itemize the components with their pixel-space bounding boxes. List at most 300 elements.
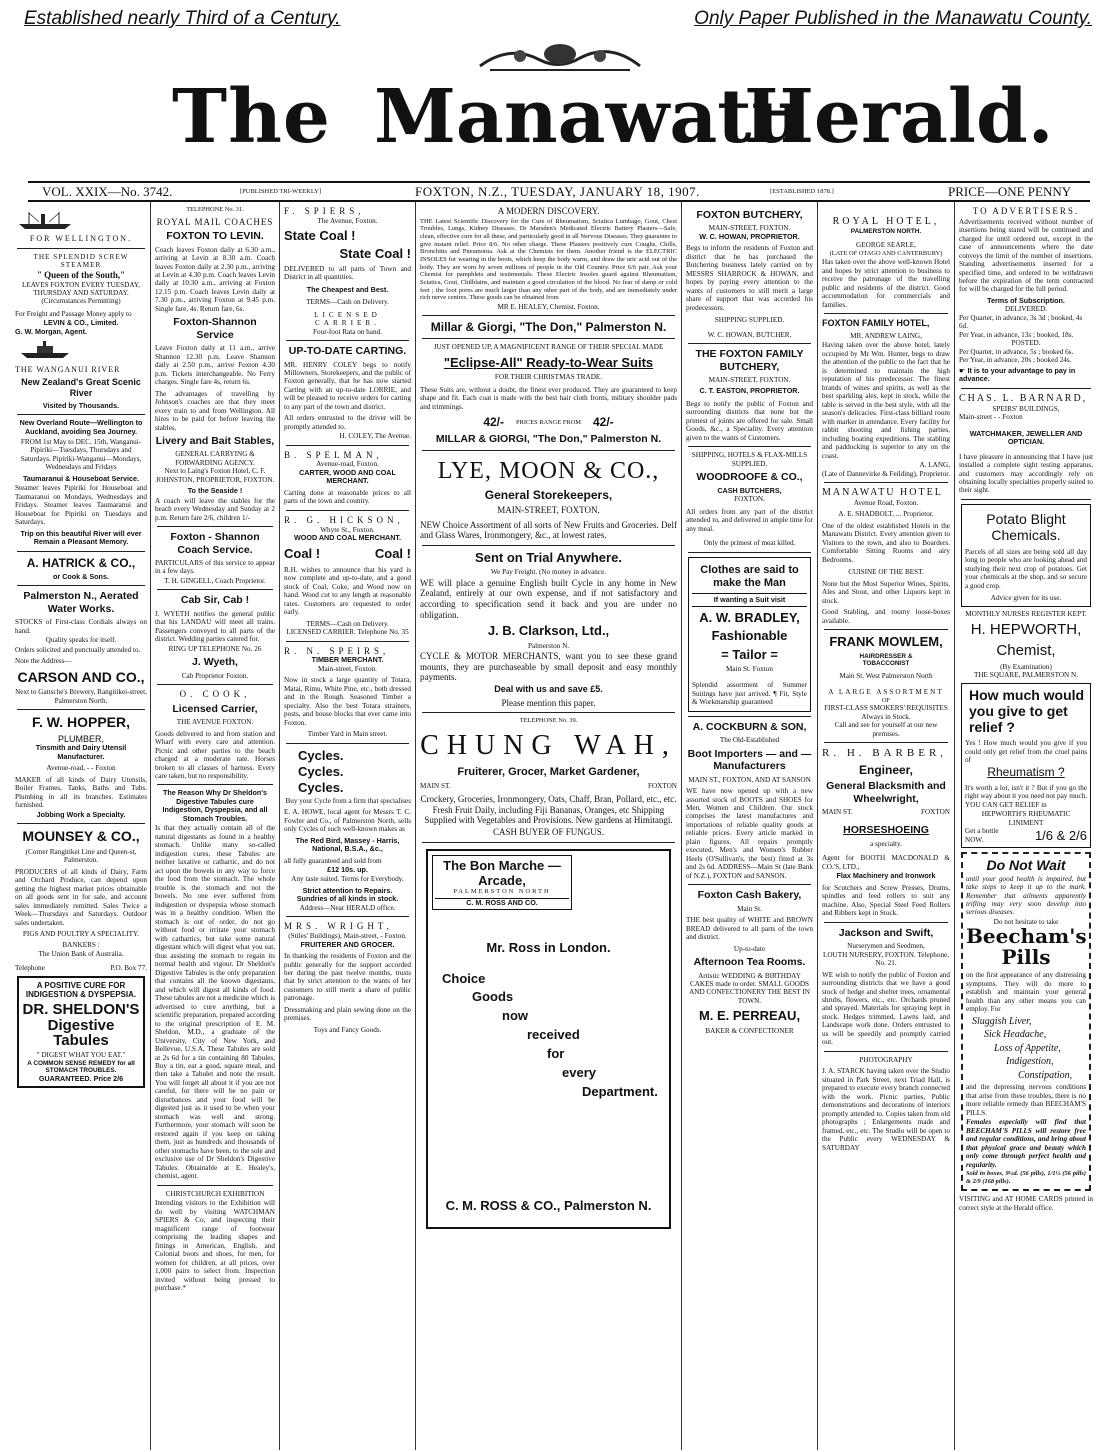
if-wanting: If wanting a Suit visit bbox=[692, 593, 807, 607]
queen-of-the-south: " Queen of the South," bbox=[36, 269, 126, 280]
price-range-row bbox=[420, 415, 677, 429]
horseshoeing: HORSESHOEING bbox=[843, 824, 929, 837]
bradley-text: Splendid assortment of Summer Suitings have just arrived. ¶ Fit, Style & Workmanship guaranteed bbox=[692, 681, 807, 707]
great-scenic-river: New Zealand's Great Scenic River bbox=[21, 377, 141, 398]
chemist-label: Chemist, bbox=[996, 642, 1056, 660]
telephone-39: TELEPHONE No. 39. bbox=[519, 717, 578, 725]
column-4 bbox=[417, 204, 680, 1452]
engineer: Engineer, bbox=[858, 763, 914, 778]
morgan-agent: G. W. Morgan, Agent. bbox=[15, 326, 88, 336]
dateline-rule-top bbox=[28, 181, 1090, 183]
positive-cure: A POSITIVE CURE FOR INDIGESTION & DYSPEPSIA. bbox=[25, 980, 137, 1000]
sluggish-liver: Sluggish Liver, bbox=[972, 1015, 1032, 1027]
do-not-hesitate: Do not hesitate to take bbox=[993, 917, 1059, 926]
clarkson-name: J. B. Clarkson, Ltd., bbox=[487, 623, 610, 639]
blacksmith: General Blacksmith and Wheelwright, bbox=[826, 780, 946, 805]
dateline: FOXTON, N.Z., TUESDAY, JANUARY 18, 1907. bbox=[415, 184, 700, 199]
hickson-terms: TERMS—Cash on Delivery. bbox=[306, 619, 389, 628]
red-bird: The Red Bird, Massey - Harris, National, B.S.A., &c., bbox=[295, 835, 400, 854]
advance-note: It is to your advantage to pay in advance. bbox=[959, 365, 1076, 384]
livery-stables: Livery and Bait Stables, bbox=[155, 435, 275, 447]
howan-butcher: W. C. HOWAN, BUTCHER. bbox=[707, 330, 792, 339]
choice-goods bbox=[432, 970, 665, 1102]
speirs-buildings: SPEIRS' BUILDINGS, bbox=[992, 404, 1060, 413]
up-to-date-carting: UP-TO-DATE CARTING. bbox=[288, 345, 407, 358]
schedule: FROM 1st May to DEC. 15th, Wanganui-Pipiriki—Tuesdays, Thursdays and Saturdays. Pipiriki-Wanganui—Mondays, Wednesdays and Fridays bbox=[20, 438, 142, 472]
cycles-3: Cycles. bbox=[298, 780, 344, 796]
easton-text: Begs to notify the public of Foxton and surrounding districts that none but the primest of joints are offered for sale. Small Goods, &c., a Speciality. Every attention given to the wants of Customers. bbox=[686, 399, 813, 442]
title-main: Manawatu bbox=[374, 74, 806, 160]
spiers-address: The Avenue, Foxton. bbox=[317, 216, 378, 225]
telephone-label: Telephone bbox=[15, 964, 45, 973]
cash-bakery: Foxton Cash Bakery, bbox=[697, 889, 802, 902]
licensed-carrier-3: LICENSED CARRIER. bbox=[314, 310, 381, 328]
cockburn-text: WE have now opened up with a new assorted stock of BOOTS and SHOES for Men, Women and Children. Our stock comprises the latest manufactures and importations of reliable quality goods at reliable prices. Every article marked in plain figures. All repairs promptly executed. Men's and Women's Rubber Heels (O'Sullivan's, the best) fitted at 3s and 2s 6d. ADDRESS—Main St (late Bank of N.Z.), FOXTON and SANSON. bbox=[686, 787, 813, 880]
plumber-label: PLUMBER, bbox=[57, 733, 104, 744]
sheldon-ad bbox=[17, 976, 145, 1088]
just-opened: JUST OPENED UP, A MAGNIFICENT RANGE OF THEIR SPECIAL MADE bbox=[433, 343, 664, 352]
common-sense: A COMMON SENSE REMEDY for all STOMACH TROUBLES. bbox=[27, 1059, 135, 1075]
christchurch-exhibition: CHRISTCHURCH EXHIBITION bbox=[165, 1189, 265, 1198]
spelman-text: Carting done at reasonable prices to all parts of the town and country. bbox=[284, 488, 411, 506]
crest-ornament-icon bbox=[470, 40, 650, 74]
family-butchery: THE FOXTON FAMILY BUTCHERY, bbox=[695, 348, 804, 373]
shannon-service: Foxton-Shannon Service bbox=[173, 316, 257, 341]
cycle-price: £12 10s. up. bbox=[327, 865, 368, 875]
woodroofe-co: WOODROOFE & CO., bbox=[696, 471, 803, 484]
loss-appetite: Loss of Appetite, bbox=[994, 1042, 1061, 1054]
pigs-poultry: PIGS AND POULTRY A SPECIALITY. bbox=[22, 929, 140, 938]
hairdresser: HAIRDRESSER & TOBACCONIST bbox=[859, 652, 913, 668]
column-divider bbox=[681, 202, 682, 1450]
rheumatism-text: Yes ! How much would you give if you could only get relief from the cruel pains of bbox=[965, 739, 1087, 764]
howe-text: E. A. HOWE, local agent for Messrs T. C. Fowler and Co., of Palmerston North, sells only Cycles of such well-known makes as bbox=[284, 808, 411, 834]
title-the: The bbox=[172, 74, 331, 160]
guaranteed-price: GUARANTEED. Price 2/6 bbox=[38, 1073, 124, 1083]
barber-main-st: MAIN ST. bbox=[822, 807, 853, 816]
title-herald: Herald. bbox=[744, 74, 1054, 160]
tailor: = Tailor = bbox=[721, 646, 778, 662]
mr-ross-london: Mr. Ross in London. bbox=[486, 940, 611, 956]
rheumatic-liniment: HEPWORTH'S RHEUMATIC LINIMENT bbox=[981, 810, 1071, 827]
coal-2: Coal ! bbox=[374, 546, 411, 562]
chung-text: Crockery, Groceries, Ironmongery, Oats, Chaff, Bran, Pollard, etc., etc. Fresh Fruit Daily, including Fiji Bananas, Oranges, etc Shipping Supplied with Vegetables and Provisions. New gardens at Himitangi. bbox=[420, 794, 677, 826]
lye-text: NEW Choice Assortment of all sorts of New Fruits and Groceries. Delf and Glass Wares, Ironmongery, &c., at lowest rates. bbox=[420, 519, 677, 541]
cook-text: Goods delivered to and from station and Wharf with every care and attention. Picnic and other parties to the beach charged at a moderate rate. Horses broken to all classes of harness. Every care taken, but no responsibility. bbox=[155, 729, 275, 780]
cheapest-best: The Cheapest and Best. bbox=[306, 284, 389, 294]
established-note: [ESTABLISHED 1878.] bbox=[770, 188, 834, 195]
terms-cash: TERMS—Cash on Delivery. bbox=[306, 298, 389, 307]
first-appearance: on the first appearance of any distressing symptoms. They will do more to establish and maintain your general health than any other means you can employ. For bbox=[966, 971, 1086, 1014]
coal-1: Coal ! bbox=[284, 546, 321, 562]
lye-moon: LYE, MOON & CO., bbox=[437, 457, 660, 484]
licensed-carrier: Licensed Carrier, bbox=[172, 702, 258, 715]
levin-co: LEVIN & CO., Limited. bbox=[43, 318, 119, 328]
how-much: How much would you give to get relief ? bbox=[969, 686, 1085, 735]
hickson-name: R. G. HICKSON, bbox=[284, 514, 404, 525]
spelman-address: Avenue-road, Foxton. bbox=[316, 460, 379, 469]
coley-sign: H. COLEY, The Avenue. bbox=[339, 432, 411, 441]
cakes-text: Artistic WEDDING & BIRTHDAY CAKES made to order. SMALL GOODS AND CONFECTIONERY THE BEST IN TOWN. bbox=[689, 971, 810, 1005]
spelman-trade: CARTER, WOOD AND COAL MERCHANT. bbox=[299, 467, 396, 486]
advantages-text: The advantages of travelling by Johnson's coaches are that they meet every train to and from Wellington. All hires to be paid for before leaving the stables. bbox=[155, 389, 275, 432]
cash-butchers: CASH BUTCHERS, bbox=[717, 485, 782, 495]
cuisine: CUISINE OF THE BEST. bbox=[848, 568, 924, 577]
boot-importers: Boot Importers — and — Manufacturers bbox=[687, 747, 812, 773]
christchurch-text: Intending visitors to the Exhibition will do well by visiting WATCHMAN SPIERS & Co, and inspecting their magnificent range of footwear comprising the leading shapes and fittings in American, English, and Colonial boots and shoes, for men, for women for children, at all prices, over 1,000 pairs to select from. Inspection invited without being pressed to purchase.* bbox=[155, 1199, 275, 1293]
sundries: Sundries of all kinds in stock. bbox=[296, 894, 399, 904]
bradley-name: A. W. BRADLEY, bbox=[699, 610, 800, 625]
po-box: P.O. Box 77. bbox=[110, 964, 147, 973]
coley-orders: All orders entrusted to the driver will be promptly attended to. bbox=[284, 414, 411, 431]
spiers-name: F. SPIERS, bbox=[284, 206, 365, 216]
left-banner: Established nearly Third of a Century. bbox=[24, 8, 341, 29]
shannon-times: Leave Foxton daily at 11 a.m., arrive Shannon 12.30 p.m. Leave Shannon daily at 2.50 p.m., arrive Foxton 4.30 p.m. Tickets interchangeable. No Ferry charges. Single fare 4s, return 6s. bbox=[155, 344, 275, 387]
stabling-text: Good Stabling, and roomy loose-boxes available. bbox=[822, 608, 950, 625]
posted-label: POSTED. bbox=[1011, 339, 1041, 348]
royal-mail: ROYAL MAIL COACHES bbox=[156, 216, 274, 227]
bankers-label: BANKERS : bbox=[62, 941, 100, 950]
manawatu-hotel: MANAWATU HOTEL bbox=[822, 487, 943, 499]
constipation: Constipation, bbox=[1018, 1069, 1073, 1081]
primest-meat: Only the primest of meat killed. bbox=[703, 539, 796, 548]
wright-name: MRS. WRIGHT, bbox=[284, 921, 393, 932]
year-delivered: Per Year, in advance, 13s ; booked, 18s. bbox=[959, 330, 1074, 339]
smokers-requisites: FIRST-CLASS SMOKERS' REQUISITES bbox=[824, 704, 948, 713]
word-goods: Goods bbox=[472, 989, 514, 1005]
woodroofe-place: FOXTON. bbox=[734, 495, 765, 504]
horseshoeing-specialty: a specialty. bbox=[870, 839, 902, 848]
always-stock: Always in Stock. bbox=[861, 712, 911, 721]
easton-proprietor: C. T. EASTON, PROPRIETOR. bbox=[699, 386, 800, 396]
modern-text: THE Latest Scientific Discovery for the Cure of Rheumatism, Sciatica Lumbago, Gout, Chest Troubles, Lungs, Kidney Diseases. Dr Marsden's Medicated Electric Battery Plasters—Safe, clean, effective cure for all these, and particularly good in all Nervous Diseases. They guarantee to give instant relief. Price 8/6. No other charge. These Plasters positively cure Coughs, Chills, Bronchitis and Pneumonia. Ask at the Chemists for them. Another friend is the ELECTRIC INSOLES for wearing in the boots, which keep the body warm, and draw the uric acid out of the body. They are worn by seven millions of people in the Old Country. Price 6/6 pair. Ask your Chemist for pamphlets and testimonials. These Electric Insoles guard against Rheumatism, Sciatica, Gout, Chilblains, and maintain a good circulation of the blood. No fear of damp or cold feet ; the foot pores are much larger than any other part of the body, and are immediately under rich nerve centres. These goods can be obtained from bbox=[420, 217, 677, 302]
particulars-text: PARTICULARS of this service to appear in a few days. bbox=[155, 559, 275, 576]
circumstances-note: (Circumstances Permitting) bbox=[41, 297, 121, 306]
sick-headache: Sick Headache, bbox=[984, 1029, 1047, 1041]
family-address: MAIN-STREET, FOXTON. bbox=[708, 375, 791, 384]
cook-name: O. COOK, bbox=[179, 689, 251, 700]
shadbolt-proprietor: A. E. SHADBOLT, ... Proprietor. bbox=[838, 510, 934, 519]
sheldon-title: DR. SHELDON'S Digestive Tabules bbox=[22, 1000, 140, 1050]
potato-text: Parcels of all sizes are being sold all day long to people who are looking ahead and studying their next crop of potatoes. Get your chemicals at the shop, and so secure a good crop. bbox=[965, 548, 1087, 590]
wright-text: In thanking the residents of Foxton and the public generally for the support accorded her during the past twelve months, trusts that by strict attention to the wants of her customers to still merit a share of public patronage. bbox=[284, 952, 411, 1003]
nurserymen: Nurserymen and Seedmen, bbox=[847, 942, 925, 951]
howan-text: Begs to inform the residents of Foxton and district that he has purchased the Butchering business lately carried on by MESSRS SHARROCK & HOWAN, and hopes by paying every attention to the wants of customers to still merit a large share of support that was accorded his predecessors. bbox=[686, 244, 813, 312]
chung-wah: CHUNG WAH, bbox=[420, 729, 677, 761]
tea-rooms: Afternoon Tea Rooms. bbox=[693, 956, 806, 969]
beechams-ad bbox=[961, 852, 1091, 1191]
modern-discovery: A MODERN DISCOVERY. bbox=[497, 206, 600, 216]
shadbolt-text: One of the oldest established Hotels in the Manawatu District. Every attention given to Visitors to the town, and also to Boarders. Comfortable Sitting Rooms and airy Bedrooms. bbox=[822, 521, 950, 564]
howan-proprietor: W. C. HOWAN, PROPRIETOR. bbox=[699, 231, 800, 241]
telephone-row bbox=[15, 964, 147, 972]
mounsey-co: MOUNSEY & CO., bbox=[22, 828, 140, 845]
do-not-wait: Do Not Wait bbox=[966, 857, 1086, 874]
lye-address: MAIN-STREET, FOXTON. bbox=[497, 505, 600, 516]
price-left: 42/- bbox=[483, 415, 504, 430]
nspeirs-name: R. N. SPEIRS, bbox=[284, 645, 390, 656]
foxton-to-levin: FOXTON TO LEVIN. bbox=[166, 230, 264, 243]
sailing-days: LEAVES FOXTON EVERY TUESDAY, THURSDAY AND SATURDAY. bbox=[22, 280, 140, 297]
aerated-water-works: Palmerston N., Aerated Water Works. bbox=[23, 590, 139, 615]
old-established: The Old-Established bbox=[719, 736, 780, 745]
coley-text: MR. HENRY COLEY begs to notify Millowners, Storekeepers, and the public of Foxton generally, that he has now started Carting with an up-to-date LORRIE, and will be pleased to receive orders for carting to any part of the town and district. bbox=[284, 360, 411, 411]
column-7 bbox=[956, 204, 1096, 1452]
steamer-heading: THE SPLENDID SCREW STEAMER bbox=[33, 252, 129, 270]
searle-text: Has taken over the above well-known Hotel and hopes by strict attention to business to receive the patronage of the travelling public and residents of the district. Good accommodation for commercials and families. bbox=[822, 258, 950, 309]
sold-in-boxes: Sold in boxes, 9½d. (56 pills), 1/1½ (56 pills) & 2/9 (168 pills). bbox=[966, 1170, 1086, 1185]
liquors-text: None but the Most Superior Wines, Spirits, Ales and Stout, and other Liquors kept in stock. bbox=[822, 579, 950, 605]
hopper-name: F. W. HOPPER, bbox=[31, 714, 130, 731]
up-to-date: Up-to-date bbox=[733, 944, 766, 953]
hatrick-sub: or Cook & Sons. bbox=[53, 571, 109, 581]
dateline-rule-bottom bbox=[28, 200, 1090, 202]
hotels-supplied: SHIPPING, HOTELS & FLAX-MILLS SUPPLIED. bbox=[691, 451, 808, 468]
its-worth-text: It's worth a lot, isn't it ? But if you go the right way about it you need not pay much. YOU CAN GET RELIEF in bbox=[965, 783, 1087, 809]
freight-note: For Freight and Passage Money apply to bbox=[15, 309, 132, 318]
pointing-hand-icon: ☛ bbox=[959, 365, 966, 375]
by-examination: (By Examination) bbox=[1000, 662, 1052, 671]
mowlem-address: Main St. West Palmerston North bbox=[839, 671, 933, 680]
clarkson-place: Palmerston N. bbox=[527, 641, 570, 650]
quality-note: Quality speaks for itself. bbox=[45, 636, 117, 645]
flax-machinery: Flax Machinery and Ironwork bbox=[836, 871, 936, 881]
beechams-pills: Beecham's Pills bbox=[966, 924, 1087, 970]
until-text: until your good health is impaired, but take steps to keep it up to the mark. Remember that ailments apparently trifling may very soon develop into serious diseases. bbox=[966, 874, 1086, 917]
any-taste: Any taste suited. Terms for Everybody. bbox=[291, 874, 404, 883]
price-right: 42/- bbox=[593, 415, 614, 430]
taumarunui-service: Taumaranui & Houseboat Service. bbox=[22, 473, 140, 483]
visiting-cards: VISITING and AT HOME CARDS printed in correct style at the Herald office. bbox=[959, 1195, 1093, 1212]
barber-foxton: FOXTON bbox=[920, 807, 950, 816]
dressmaking: Dressmaking and plain sewing done on the premises. bbox=[284, 1005, 411, 1023]
chung-main-st: MAIN ST. bbox=[420, 781, 451, 790]
trip-note: Trip on this beautiful River will ever Remain a Pleasant Memory. bbox=[20, 528, 142, 547]
chung-trade: Fruiterer, Grocer, Market Gardener, bbox=[457, 765, 640, 778]
carson-address: Next to Gattsche's Brewery, Rangitikei-street, Palmerston North. bbox=[15, 688, 147, 705]
laing-late: (Late of Dannevirke & Feilding), Proprietor. bbox=[822, 469, 950, 478]
perreau-name: M. E. PERREAU, bbox=[698, 1008, 801, 1024]
call-premises: Call and see for yourself at our new premises. bbox=[834, 721, 938, 738]
coach-times: Coach leaves Foxton daily at 6.30 a.m., arriving at Levin at 8.30 a.m. Coach leaves Foxton daily at 2.30 p.m., arriving at Levin at 4.30 p.m. Coach leaves Levin daily at 10.30 a.m., arriving at Foxton 12.15 p.m. Coach leaves Levin daily at 7.30 p.m., arriving Foxton at 9.45 p.m. Single fare, 4s. Return fare, 6s. bbox=[155, 245, 275, 313]
family-hotel: FOXTON FAMILY HOTEL, bbox=[822, 318, 930, 329]
howe-address: Address—Near HERALD office. bbox=[299, 903, 396, 912]
baker-confectioner: BAKER & CONFECTIONER bbox=[705, 1026, 794, 1035]
for-wellington: FOR WELLINGTON. bbox=[29, 234, 133, 244]
chung-address-row bbox=[420, 782, 677, 790]
quarter-delivered: Per Quarter, in advance, 3s 3d ; booked, 4s 6d. bbox=[959, 313, 1083, 331]
searle-late: (LATE OF OTAGO AND CANTERBURY) bbox=[829, 249, 943, 257]
cab-proprietor: Cab Proprietor Foxton. bbox=[181, 671, 249, 680]
state-coal: State Coal ! bbox=[284, 228, 356, 244]
bon-marche-box bbox=[432, 855, 572, 911]
millar-giorgi-footer: MILLAR & GIORGI, "The Don," Palmerston N. bbox=[435, 433, 662, 446]
jackson-text: WE wish to notify the public of Foxton and surrounding districts that we have a good stock of hedge and shelter trees, ornamental shrubs, flowers, etc., etc. Orchards pruned and sprayed. Materials for spraying kept in stock. Hedges trimmed, Lawns laid, and Landscape work done. Orders entrusted to us will be speedily and promptly carried out. bbox=[822, 970, 950, 1047]
deal-save: Deal with us and save £5. bbox=[494, 683, 603, 694]
strict-repairs: Strict attention to Repairs. bbox=[302, 886, 393, 895]
note-address: Note the Address— bbox=[15, 657, 72, 666]
shannon-coach-service: Foxton - Shannon Coach Service. bbox=[170, 531, 260, 556]
advertisers-text: Advertisements received without number of insertions being stated will be continued and charged for until ordered out, except in the case of announcements where the date conveys the limit of the number of insertions. Standing advertisements inserted for a specified time, and ordered to be withdrawn before the expiration of the term contracted for will be charged for the full period. bbox=[959, 217, 1093, 294]
barber-name: R. H. BARBER, bbox=[822, 747, 948, 760]
overland-route: New Overland Route—Wellington to Auckland, avoiding Sea Journey. bbox=[19, 418, 143, 436]
tinsmith-label: Tinsmith and Dairy Utensil Manufacturer. bbox=[35, 743, 127, 761]
hopper-text: MAKER of all kinds of Dairy Utensils, Boiler Frames, Tanks, Baths and Tubs. Plumbing in all its branches. Estimates furnished. bbox=[15, 775, 147, 810]
column-divider bbox=[150, 202, 151, 1450]
nspeirs-address: Main-street, Foxton. bbox=[318, 664, 377, 673]
gingell-sign: T. H. GINGELL, Coach Proprietor. bbox=[164, 576, 266, 585]
cordials-note: STOCKS of First-class Cordials always on hand. bbox=[15, 618, 147, 635]
butchery-address: MAIN-STREET, FOXTON. bbox=[708, 224, 791, 233]
column-6 bbox=[819, 204, 953, 1452]
word-choice: Choice bbox=[442, 970, 486, 986]
word-every: every bbox=[562, 1064, 596, 1080]
manawatu-address: Avenue Road, Foxton. bbox=[853, 498, 919, 507]
bakery-text: THE best quality of WHITE and BROWN BREAD delivered to all parts of the town and district. bbox=[686, 916, 813, 942]
hickson-licensed: LICENSED CARRIER. Telephone No. 35 bbox=[286, 628, 409, 637]
ailments-list bbox=[966, 1015, 1086, 1083]
potato-ad bbox=[961, 504, 1091, 607]
laing-name: MR. ANDREW LAING, bbox=[850, 331, 922, 340]
nspeirs-text: Now in stock a large quantity of Totara, Matai, Rimu, White Pine, etc., both dressed and in the Rough. Seasoned Timber a specialty. Also the best Totara strainers, posts, and house blocks that ever came into Foxton. bbox=[284, 676, 411, 727]
general-storekeepers: General Storekeepers, bbox=[484, 488, 613, 503]
delivered-label: DELIVERED. bbox=[1004, 305, 1048, 314]
producers-text: PRODUCERS of all kinds of Dairy, Farm and Orchard Produce, can depend upon getting the highest market prices obtainable on all goods sent in for sale, and account sales immediately remitted. Sales Twice a Week—Thursdays and Saturdays. Outdoor sales undertaken. bbox=[15, 867, 147, 927]
christmas-trade: FOR THEIR CHRISTMAS TRADE. bbox=[494, 373, 603, 382]
cab-sir: Cab Sir, Cab ! bbox=[180, 594, 250, 607]
reason-text: Is that they actually contain all of the natural digestants as found in a healthy stomach. Unlike many so-called indigestion cures, these Tabules are neither laxative or cathartic, and do not act upon the bowels in any way to force the food from the stomach. The whole trouble is the stomach and not the bowels. No one ever suffered from indigestion or dyspepsia whose stomach was in a healthy condition. When the stomach is out of order, do not go without food or irritate your stomach with cathartics, but take some natural digestant which will digest what you eat, thus assisting the stomach to regain its normal health and vigour. Dr Sheldon's Digestive Tabules is the only preparation that contains all the known digestants, and which will digest all kinds of food. These tabules are not a medicine which is advertised to cure anything, but a scientific preparation, prepared according to the original prescription of E. M. Sheldon, M.D., a graduate of the University, City of New York, and Bellevue, U.S.A. These Tabules are sold at 2s 6d for a tin containing 80 Tabules. Buy a tin, eat a good, square meal, and then take a Tabulet and note the result. You will forget all about it if you are not careful, for there will be no pain or disturbances and your food will be digested just as it used to be when your stomach was well and strong. Furthermore, your stomach will soon be restored again if you keep on taking them, just as hundreds and thousands of other stomachs have been, to the sole and exclusive use of Dr Sheldon's Digestive Tabules. Obtainable at E. Healey's, chemist, agent. bbox=[155, 824, 275, 1181]
cm-ross-co: C. M. ROSS AND CO. bbox=[435, 898, 569, 907]
of-label: OF bbox=[881, 696, 891, 704]
sent-on-trial: Sent on Trial Anywhere. bbox=[475, 550, 622, 566]
mention-paper: Please mention this paper. bbox=[501, 697, 596, 708]
carson-co: CARSON AND CO., bbox=[17, 668, 145, 685]
prices-range: PRICES RANGE FROM bbox=[516, 418, 581, 426]
hepworth-address: THE SQUARE, PALMERSTON N. bbox=[973, 671, 1079, 680]
chung-foxton: FOXTON bbox=[647, 781, 677, 790]
cm-ross-footer: C. M. ROSS & CO., Palmerston N. bbox=[445, 1198, 652, 1214]
hickson-text: R.H. wishes to announce that his yard is now complete and up-to-date, and a good stock of Coal, Coke, and Wood now on hand. Wood cut to any length at reasonable rates. Customers are requested to order early. bbox=[284, 565, 411, 617]
word-for: for bbox=[547, 1046, 565, 1062]
get-bottle: Get a bottle NOW. bbox=[965, 827, 999, 844]
telephone-31: TELEPHONE No. 31. bbox=[186, 206, 244, 213]
indigestion: Indigestion, bbox=[1006, 1056, 1054, 1068]
potato-blight: Potato Blight Chemicals. bbox=[986, 510, 1066, 544]
royal-hotel: ROYAL HOTEL, bbox=[832, 216, 940, 227]
barnard-name: CHAS. L. BARNARD, bbox=[959, 392, 1088, 404]
alaing-sign: A. LANG, bbox=[919, 461, 950, 470]
bradley-ad bbox=[688, 557, 811, 712]
to-advertisers: TO ADVERTISERS. bbox=[972, 206, 1080, 216]
liniment-prices: 1/6 & 2/6 bbox=[1034, 827, 1087, 843]
fashionable: Fashionable bbox=[711, 628, 788, 644]
cycles-1: Cycles. bbox=[298, 747, 344, 763]
timber-merchant: TIMBER MERCHANT. bbox=[311, 655, 384, 665]
laing-text: Having taken over the above hotel, lately occupied by Mr Wm. Hunter, begs to draw the attention of the public to the fact that he is determined to maintain the high reputation of his predecessor. The finest brands of wines and spirits, as well as the best sparkling ales, kept in stock, while the table is served in the best style, with all the season's delicacies. First-class billiard room with marker in attendance. Every facility for rabbit shooting and fishing parties, including boating expeditions. The stabling and paddocking is superior to any on the coast. bbox=[822, 341, 950, 460]
seaside-text: A coach will leave the stables for the beach every Wednesday and Sunday at 2 p.m. Return fare 2/6, children 1/- bbox=[155, 496, 275, 522]
eclipse-suits: "Eclipse-All" Ready-to-Wear Suits bbox=[443, 354, 654, 370]
column-divider bbox=[279, 202, 280, 1450]
we-pay-freight: We Pay Freight. (No money in advance. bbox=[490, 568, 607, 577]
spelman-name: B. SPELMAN, bbox=[284, 449, 383, 460]
bon-palmerston: PALMERSTON NORTH bbox=[453, 888, 551, 896]
barnard-address: Main-street - - Foxton bbox=[959, 413, 1023, 422]
orders-note: Orders solicited and punctually attended to. bbox=[15, 645, 141, 654]
healey-chemist: MR E. HEALEY, Chemist, Foxton. bbox=[497, 302, 600, 311]
suits-text: These Suits are, without a doubt, the finest ever produced. They are guaranteed to keep shape and fit. Each coat is made with the best hair cloth fronts, military shoulder pads and trimmings. bbox=[420, 385, 677, 411]
jackson-swift: Jackson and Swift, bbox=[838, 926, 934, 939]
rheumatism: Rheumatism ? bbox=[987, 765, 1065, 780]
quarter-posted: Per Quarter, in advance, 5s ; booked 6s. bbox=[959, 347, 1074, 356]
carrying-agency: GENERAL CARRYING & FORWARDING AGENCY. bbox=[175, 450, 255, 467]
hickson-trade: WOOD AND COAL MERCHANT. bbox=[293, 533, 401, 542]
booth-agent: Agent for BOOTH MACDONALD & CO.'S, LTD., bbox=[822, 854, 950, 871]
column-5 bbox=[683, 204, 816, 1452]
column-divider bbox=[954, 202, 955, 1450]
houseboat-schedule: Steamer leaves Pipiriki for Houseboat and Taumaranui on Mondays, Wednesdays and Fridays. Steamer leaves Taumaranui and Houseboat for Pipiriki on Tuesdays and Saturdays. bbox=[15, 484, 147, 527]
delivered-text: DELIVERED to all parts of Town and District in all quantities. bbox=[284, 264, 411, 282]
year-posted: Per Year, in advance, 20s ; booked 24s. bbox=[959, 356, 1072, 365]
advance-note-row bbox=[959, 367, 1093, 384]
shipping-supplied: SHIPPING SUPPLIED. bbox=[714, 316, 785, 325]
frank-mowlem: FRANK MOWLEM, bbox=[829, 634, 943, 650]
starck-text: J. A. STARCK having taken over the Studio situated in Park Street, next Triad Hall, is prepared to execute every branch connected with the work. Picnic parties, Public demonstrations and decorations of interiors promptly attended to. Copies taken from old photographs ; Enlargements made and framed, etc., etc. The Studio will be open to the Public every WEDNESDAY & SATURDAY bbox=[822, 1067, 950, 1152]
cockburn-son: A. COCKBURN & SON, bbox=[692, 720, 807, 733]
cycle-motor-text: CYCLE & MOTOR MERCHANTS, want you to see these grand mounts, they are purchaseable by small deposit and easy monthly payments. bbox=[420, 651, 677, 683]
volume: VOL. XXIX—No. 3742. bbox=[42, 184, 173, 199]
jobbing-work: Jobbing Work a Specialty. bbox=[36, 809, 126, 819]
hopper-address: Avenue-road, - - Foxton bbox=[46, 764, 116, 773]
females-text: Females especially will find that BEECHAM'S PILLS will restore free and regular conditions, and bring about that physical grace and beauty which only come through perfect health and regularity. bbox=[966, 1118, 1086, 1169]
searle-name: GEORGE SEARLE, bbox=[856, 241, 916, 250]
river-steamer-icon bbox=[15, 338, 75, 360]
coal-row bbox=[284, 546, 411, 561]
large-assortment: A LARGE ASSORTMENT bbox=[828, 688, 944, 697]
johnston-address: Next to Laing's Foxton Hotel, C. F. JOHNSTON, PROPRIETOR, FOXTON. bbox=[155, 467, 275, 484]
millar-giorgi: Millar & Giorgi, "The Don," Palmerston N. bbox=[430, 320, 667, 335]
state-coal-2: State Coal ! bbox=[339, 246, 411, 262]
foxton-butchery: FOXTON BUTCHERY, bbox=[696, 209, 803, 221]
rheumatism-ad bbox=[961, 683, 1091, 848]
bakery-address: Main St. bbox=[737, 904, 762, 913]
word-now: now bbox=[502, 1008, 528, 1024]
wanganui-heading: THE WANGANUI RIVER bbox=[15, 364, 121, 374]
cook-address: THE AVENUE FOXTON. bbox=[176, 718, 254, 727]
mounsey-address: (Corner Rangitikei Line and Queen-st, Palmerston. bbox=[25, 847, 137, 865]
bon-marche: The Bon Marche — Arcade, bbox=[443, 857, 561, 888]
scutchers-text: for Scutchers and Screw Presses, Drums, spindles and feed rollers to suit any machine. Also, Special Steel Feed Rollers and Ribbers kept in Stock. bbox=[822, 883, 950, 918]
bottle-row bbox=[965, 827, 1087, 844]
subscription-terms: Terms of Subscription. bbox=[987, 295, 1065, 305]
column-3 bbox=[281, 204, 414, 1452]
published-note: [PUBLISHED TRI-WEEKLY] bbox=[240, 188, 322, 195]
buy-cycle: Buy your Cycle from a firm that specialises bbox=[285, 796, 411, 805]
hepworth-name: H. HEPWORTH, bbox=[970, 621, 1082, 639]
reason-why: The Reason Why Dr Sheldon's Digestive Tabules cure Indigestion, Dyspepsia, and all Stomach Troubles. bbox=[162, 788, 268, 823]
clarkson-text: WE will place a genuine English built Cycle in any home in New Zealand, entirely at our own expense, and if not satisfactory and according to specification send it back and you are under no obligation. bbox=[420, 577, 677, 620]
fungus-buyer: CASH BUYER OF FUNGUS. bbox=[492, 827, 605, 838]
bon-marche-ad bbox=[426, 849, 671, 1229]
four-foot: Four-foot Rata on hand. bbox=[313, 327, 382, 336]
wright-trade: FRUITERER AND GROCER. bbox=[300, 939, 395, 949]
bradley-address: Main St. Foxton bbox=[726, 664, 773, 673]
wyeth-name: J. Wyeth, bbox=[192, 656, 238, 669]
ring-up: RING UP TELEPHONE No. 26 bbox=[168, 644, 262, 653]
woodroofe-text: All orders from any part of the district attended to, and delivered in ample time for any meal. bbox=[686, 507, 813, 533]
timber-yard: Timber Yard in Main street. bbox=[307, 730, 388, 739]
column-divider bbox=[817, 202, 818, 1450]
barnard-text: I have pleasure in announcing that I have just installed a complete sight testing apparatus, and customers may accordingly rely on obtaining locally specialties properly suited to their sight. bbox=[959, 452, 1093, 495]
